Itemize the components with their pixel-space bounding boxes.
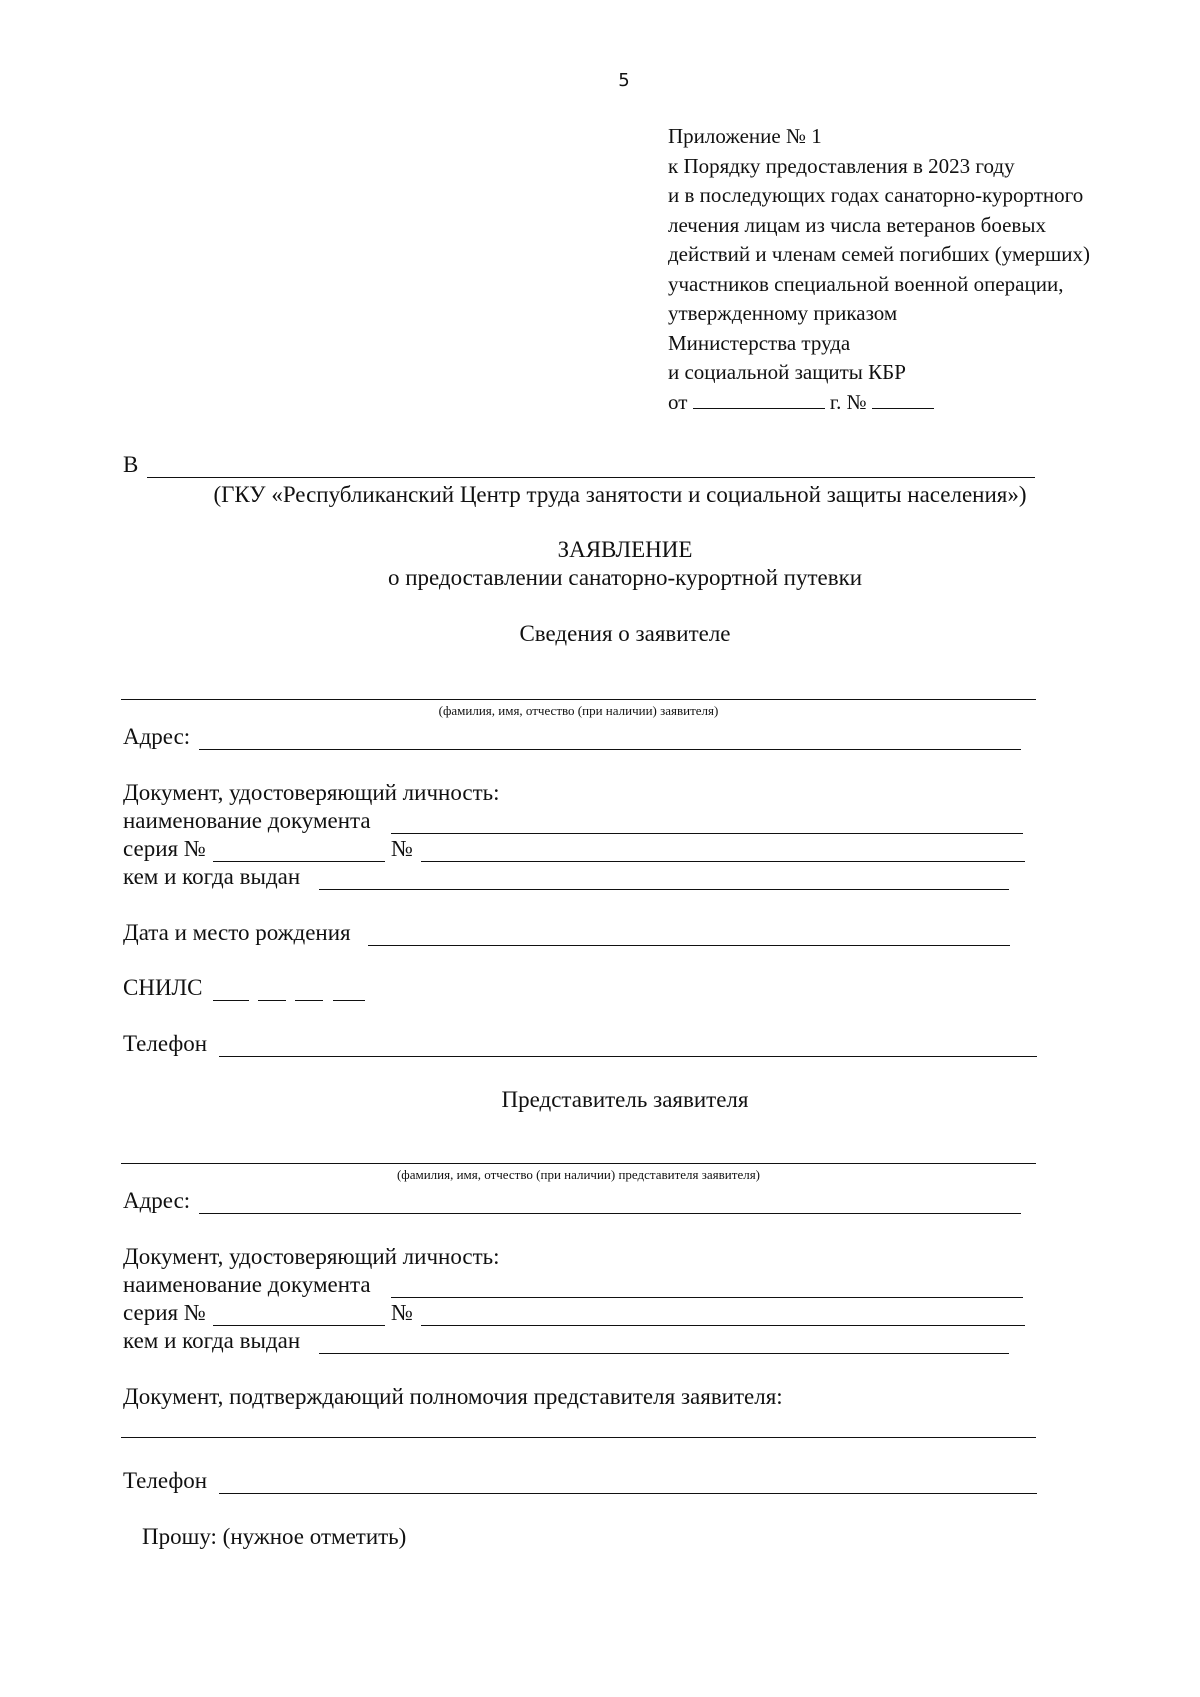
request-row [142,1522,742,1552]
document-title: ЗАЯВЛЕНИЕ [557,537,693,562]
representative-issued-field[interactable] [319,1326,1009,1354]
appendix-line: и в последующих годах санаторно-курортного [668,183,1084,207]
representative-doc-name-field[interactable] [391,1270,1023,1298]
applicant-id-doc-heading [123,778,1043,808]
appendix-block [668,122,1168,417]
applicant-birth-label: Дата и место рождения [123,920,351,945]
applicant-issued-field[interactable] [319,862,1009,890]
applicant-doc-name-row [123,806,1043,836]
applicant-series-row [123,834,1043,864]
representative-authority-field[interactable] [121,1437,1036,1438]
applicant-series-label: серия № [123,836,206,861]
representative-doc-name-label: наименование документа [123,1272,371,1297]
appendix-line: участников специальной военной операции, [668,271,1064,296]
applicant-series-field[interactable] [213,834,385,862]
snils-part-1[interactable] [213,973,249,1001]
appendix-line: утвержденному приказом [668,301,898,325]
representative-phone-row [123,1466,1043,1496]
representative-address-field[interactable] [199,1186,1021,1214]
representative-address-label: Адрес: [123,1188,191,1213]
applicant-name-caption: (фамилия, имя, отчество (при наличии) заявителя) [438,703,719,718]
applicant-issued-label: кем и когда выдан [123,864,301,889]
applicant-birth-field[interactable] [368,918,1010,946]
applicant-snils-row [123,973,1043,1003]
representative-number-field[interactable] [421,1298,1025,1326]
representative-doc-name-row [123,1270,1043,1300]
representative-number-label: № [391,1300,413,1325]
appendix-line: Министерства труда [668,330,851,355]
applicant-number-label: № [391,836,413,861]
applicant-id-doc-label: Документ, удостоверяющий личность: [123,780,500,805]
recipient-field[interactable] [147,450,1035,478]
applicant-phone-field[interactable] [219,1029,1037,1057]
applicant-number-field[interactable] [421,834,1025,862]
applicant-snils-label: СНИЛС [123,975,203,1000]
representative-authority-row [123,1382,1043,1412]
snils-part-2[interactable] [258,973,286,1001]
date-prefix: от [668,389,688,414]
order-number-prefix: г. № [829,389,867,414]
representative-phone-field[interactable] [219,1466,1037,1494]
page-number: 5 [618,70,630,91]
applicant-heading: Сведения о заявителе [519,621,731,646]
applicant-doc-name-field[interactable] [391,806,1023,834]
representative-name-field[interactable] [121,1163,1036,1164]
appendix-line: действий и членам семей погибших (умерших) [668,242,1090,266]
representative-series-field[interactable] [213,1298,385,1326]
document-subtitle: о предоставлении санаторно-курортной путевки [387,565,863,590]
applicant-address-label: Адрес: [123,724,191,749]
recipient-caption: (ГКУ «Республиканский Центр труда занятости и социальной защиты населения») [213,482,1027,507]
applicant-address-row [123,722,1043,752]
representative-issued-label: кем и когда выдан [123,1328,301,1353]
applicant-name-field[interactable] [121,699,1036,700]
order-date-line [668,388,1168,418]
snils-part-4[interactable] [333,973,365,1001]
recipient-prefix: В [123,452,139,477]
order-date-field[interactable] [693,389,825,409]
order-number-field[interactable] [872,389,934,409]
representative-id-doc-label: Документ, удостоверяющий личность: [123,1244,500,1269]
recipient-row [123,450,1043,480]
representative-series-row [123,1298,1043,1328]
representative-id-doc-heading [123,1242,1043,1272]
representative-series-label: серия № [123,1300,206,1325]
applicant-address-field[interactable] [199,722,1021,750]
applicant-doc-name-label: наименование документа [123,808,371,833]
request-text: Прошу: (нужное отметить) [142,1524,407,1549]
representative-issued-row [123,1326,1043,1356]
applicant-issued-row [123,862,1043,892]
appendix-line: Приложение № 1 [668,124,822,148]
snils-part-3[interactable] [295,973,323,1001]
applicant-phone-label: Телефон [123,1031,208,1056]
appendix-line: лечения лицам из числа ветеранов боевых [668,212,1046,237]
representative-name-caption: (фамилия, имя, отчество (при наличии) представителя заявителя) [396,1167,761,1182]
appendix-line: и социальной защиты КБР [668,360,906,384]
representative-phone-label: Телефон [123,1468,208,1493]
applicant-phone-row [123,1029,1043,1059]
representative-authority-label: Документ, подтверждающий полномочия представителя заявителя: [123,1384,783,1409]
appendix-line: к Порядку предоставления в 2023 году [668,153,1015,178]
applicant-birth-row [123,918,1043,948]
representative-heading: Представитель заявителя [501,1087,749,1112]
representative-address-row [123,1186,1043,1216]
